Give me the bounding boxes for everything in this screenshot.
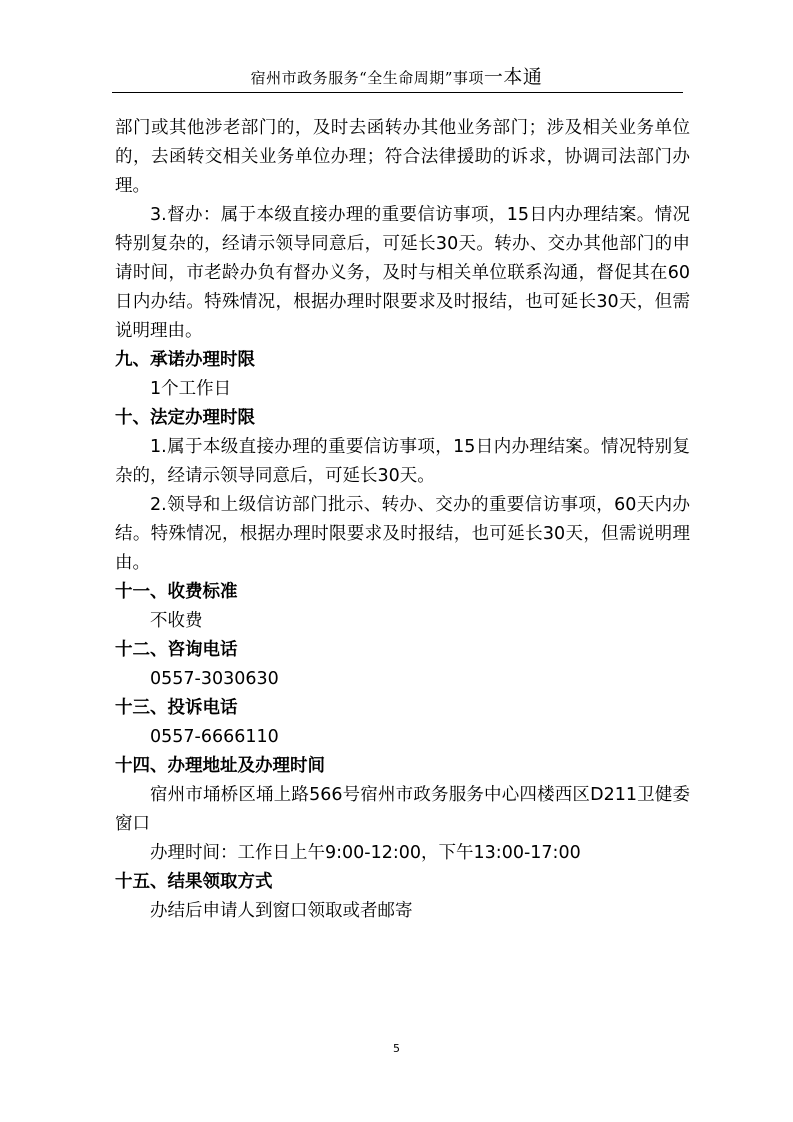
section-text-11: 不收费 — [150, 611, 203, 631]
section-text-9: 1个工作日 — [150, 379, 232, 399]
page-number: 5 — [393, 1042, 400, 1055]
section-text-15: 办结后申请人到窗口领取或者邮寄 — [150, 901, 413, 921]
paragraph-supervision: 3.督办：属于本级直接办理的重要信访事项，15日内办理结案。情况特别复杂的，经请示领导同意后，可延长30天。转办、交办其他部门的申请时间，市老龄办负有督办义务，及时与相关单位联系沟通，督促其在60日内办结。特殊情况，根据办理时限要求及时报结，也可延长30天，但需说明理由。 — [115, 205, 690, 341]
paragraph-continued: 部门或其他涉老部门的，及时去函转办其他业务部门；涉及相关业务单位的，去函转交相关业务单位办理；符合法律援助的诉求，协调司法部门办理。 — [115, 118, 690, 196]
page-header — [0, 62, 793, 89]
section-heading-15: 十五、结果领取方式 — [115, 872, 273, 892]
section-10-item-2: 2.领导和上级信访部门批示、转办、交办的重要信访事项，60天内办结。特殊情况，根据办理时限要求及时报结，也可延长30天，但需说明理由。 — [115, 495, 690, 573]
header-title-suffix: 一本通 — [483, 66, 543, 88]
section-14-address: 宿州市埇桥区埇上路566号宿州市政务服务中心四楼西区D211卫健委窗口 — [115, 785, 690, 834]
section-text-12: 0557-3030630 — [150, 669, 279, 689]
section-heading-13: 十三、投诉电话 — [115, 698, 238, 718]
section-14-hours: 办理时间：工作日上午9:00-12:00，下午13:00-17:00 — [150, 843, 581, 863]
section-heading-11: 十一、收费标准 — [115, 582, 238, 602]
section-10-item-1: 1.属于本级直接办理的重要信访事项，15日内办理结案。情况特别复杂的，经请示领导同意后，可延长30天。 — [115, 437, 690, 486]
section-heading-10: 十、法定办理时限 — [115, 408, 255, 428]
header-title: 宿州市政务服务“全生命周期”事项 — [250, 69, 484, 87]
document-body — [115, 114, 690, 926]
header-rule — [112, 92, 683, 93]
section-heading-12: 十二、咨询电话 — [115, 640, 238, 660]
section-heading-9: 九、承诺办理时限 — [115, 350, 255, 370]
section-text-13: 0557-6666110 — [150, 727, 279, 747]
section-heading-14: 十四、办理地址及办理时间 — [115, 756, 325, 776]
